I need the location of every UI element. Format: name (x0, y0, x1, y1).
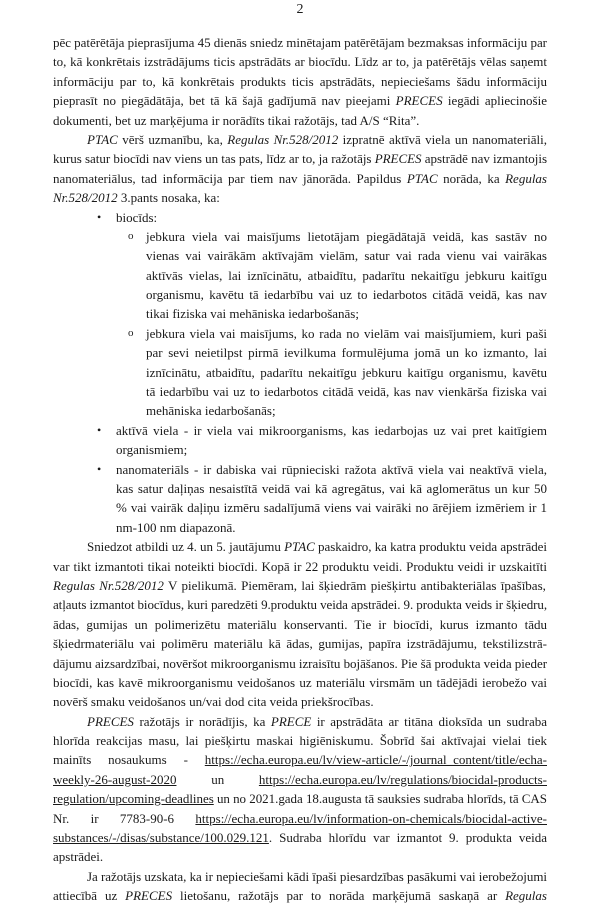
line-text (116, 421, 547, 440)
hyperlink[interactable]: weekly-26-august-2020 (53, 771, 177, 787)
line-text (146, 304, 547, 323)
text-segment: pieprasīt no piegādātāja, bet tā kā šajā gadījumā nav pieejami (53, 93, 396, 109)
line-content (53, 789, 547, 808)
text-line (0, 285, 600, 304)
text-line (0, 72, 600, 91)
text-line (0, 809, 600, 828)
line-content (146, 382, 547, 401)
text-line (0, 149, 600, 168)
text-segment: tā iedarbību vai uz to iedarbotos citādā veidā, kas nav vienkārša fiziska vai (146, 384, 547, 400)
line-text (53, 809, 547, 828)
text-line (0, 130, 600, 149)
text-segment: un no 2021.gada 18.augusta tā sauksies sudraba hlorīds, tā CAS (213, 791, 547, 807)
line-text (53, 169, 547, 188)
line-text (87, 537, 547, 556)
line-text (53, 557, 547, 576)
text-segment: tikai fiziska vai mehāniska iedarbošanās; (146, 306, 359, 322)
text-line (0, 188, 600, 207)
line-text (146, 382, 547, 401)
line-content (116, 498, 547, 517)
text-line (0, 33, 600, 52)
line-content (87, 712, 547, 731)
circle-bullet-icon: o (128, 326, 134, 339)
line-text (53, 828, 547, 847)
text-segment: 3.pants nosaka, ka: (117, 190, 220, 206)
line-text (53, 750, 547, 769)
line-content (116, 440, 187, 459)
text-segment: informāciju par to, kā konkrētais produkts ticis apstrādāts, nepieciešams šādu informāciju (53, 73, 547, 89)
text-segment: aktīvās vielas, lai iznīcinātu, atbaidītu, padarītu nekaitīgu jebkuru kaitīgu (146, 267, 547, 283)
line-content (116, 479, 547, 498)
text-segment: apstrādē nav izmantojis (421, 151, 547, 167)
text-line (0, 343, 600, 362)
text-line (0, 634, 600, 653)
line-content (53, 72, 547, 91)
line-content (116, 208, 157, 227)
text-segment: mainīts nosaukums - (53, 752, 205, 768)
text-segment: ādas, gumijas un polimerizētu materiālu konservanti. Tie ir biocīdi, kurus izmanto tādu (53, 616, 547, 632)
line-content (53, 91, 547, 110)
text-line (0, 227, 600, 246)
text-line (0, 363, 600, 382)
line-content (146, 285, 547, 304)
line-content (146, 227, 547, 246)
text-line (0, 421, 600, 440)
line-content (116, 518, 236, 537)
line-text (146, 363, 547, 382)
line-content (53, 557, 547, 576)
line-text (53, 111, 547, 130)
italic-text: PTAC (87, 131, 118, 147)
text-line (0, 246, 600, 265)
text-segment: un (176, 771, 259, 787)
text-segment: . Sudraba hlorīdu var izmantot 9. produkta veida (268, 830, 547, 846)
line-content (53, 847, 103, 866)
line-text (53, 615, 547, 634)
text-line (0, 712, 600, 731)
text-segment: Nr. ir 7783-90-6 (53, 810, 196, 826)
text-segment: aktīvā viela - ir viela vai mikroorganisms, kas iedarbojas uz vai pret kaitīgiem (116, 422, 547, 438)
text-segment: jebkura viela vai maisījums, ko rada no vielām vai maisījumiem, kuri paši (146, 325, 547, 341)
line-content (53, 654, 547, 673)
italic-text: Regulas Nr.528/2012 (53, 577, 164, 593)
line-content (87, 867, 547, 886)
page-number: 2 (296, 2, 304, 17)
line-text (146, 285, 547, 304)
line-content (53, 828, 547, 847)
line-text (53, 770, 547, 789)
text-segment: kurus satur biocīdi nav viens un tas pats, līdz ar to, ja ražotājs (53, 151, 375, 167)
circle-bullet-icon: o (128, 229, 134, 242)
text-segment: nanomateriālus, tad informācija par tiem nav jānorāda. Papildus (53, 170, 407, 186)
line-content (53, 615, 547, 634)
italic-text: Regulas (505, 170, 547, 186)
line-content (53, 111, 419, 130)
italic-text: PRECES (395, 93, 443, 109)
text-segment: attiecībā uz (53, 888, 126, 904)
text-line (0, 498, 600, 517)
text-segment: iegādi apliecinošie (442, 93, 547, 109)
line-content (53, 149, 547, 168)
line-text (87, 712, 547, 731)
text-segment: novērš smaku veidošanos un/vai dod cita veida priekšrocības. (53, 694, 374, 710)
line-text (53, 188, 547, 207)
text-segment: jebkura viela vai maisījums lietotājam piegādātajā veidā, kas sastāv no (146, 228, 547, 244)
line-text (87, 130, 547, 149)
line-content (146, 324, 547, 343)
text-line (0, 401, 600, 420)
text-segment: paskaidro, ka katra produktu veida apstrādei (314, 539, 547, 555)
bullet-icon: • (97, 209, 102, 224)
line-content (53, 33, 547, 52)
line-text (87, 867, 547, 886)
text-line (0, 208, 600, 227)
text-segment: nanomateriāls - ir dabiska vai rūpnieciski ražota aktīvā viela vai neaktīvā viela, (116, 461, 547, 477)
line-text (53, 654, 547, 673)
line-content (146, 266, 547, 285)
text-segment: organismu, kavētu tā iedarbību vai uz to iedarbotos citādā veidā, kas nav (146, 287, 547, 303)
line-content (53, 576, 546, 595)
line-content (53, 886, 547, 905)
hyperlink[interactable]: substances/-/disas/substance/100.029.121 (53, 830, 269, 846)
italic-text: PTAC (284, 539, 315, 555)
italic-text: PRECES (125, 888, 173, 904)
text-line (0, 886, 600, 905)
italic-text: PRECES (87, 713, 134, 729)
line-text (53, 634, 547, 653)
text-line (0, 537, 600, 556)
line-content (87, 130, 547, 149)
text-line (0, 169, 600, 188)
text-line (0, 111, 600, 130)
line-content (53, 188, 220, 207)
line-text (53, 673, 547, 692)
italic-text: PRECE (270, 713, 312, 729)
text-segment: dājumu aizsardzībai, novēršot mikroorganismu izraisītu bojāšanos. Pie šā produkta veida pieder (53, 655, 547, 671)
text-line (0, 382, 600, 401)
line-content (53, 770, 547, 789)
text-line (0, 789, 600, 808)
text-line (0, 91, 600, 110)
line-content (146, 304, 359, 323)
document-body (0, 33, 600, 906)
line-content (87, 537, 547, 556)
line-text (146, 324, 547, 343)
line-content (53, 52, 547, 71)
line-content (53, 595, 547, 614)
text-segment: biocīds: (116, 209, 158, 225)
text-line (0, 615, 600, 634)
hyperlink[interactable]: https://echa.europa.eu/lv/regulations/biocidal-products- (258, 771, 547, 787)
text-line (0, 324, 600, 343)
italic-text: Regulas Nr.528/2012 (227, 131, 339, 147)
text-line (0, 750, 600, 769)
text-segment: biocīdi, kas kavē mikroorganismu veidošanos uz materiālu virsmām un tādējādi ierobežo vai (53, 674, 547, 690)
line-text (146, 343, 547, 362)
line-text (146, 401, 547, 420)
text-segment: izpratnē aktīvā viela un nanomateriāli, (338, 131, 547, 147)
text-segment: nm-100 nm diapazonā. (116, 519, 236, 535)
line-content (53, 634, 547, 653)
text-line (0, 52, 600, 71)
line-text (53, 731, 547, 750)
line-text (146, 266, 547, 285)
line-content (116, 421, 547, 440)
line-text (116, 518, 547, 537)
italic-text: Nr.528/2012 (53, 190, 118, 206)
text-line (0, 654, 600, 673)
line-content (146, 401, 276, 420)
text-line (0, 266, 600, 285)
text-line (0, 692, 600, 711)
line-content (53, 809, 547, 828)
text-segment: var tikt izmantoti tikai noteikti biocīdi. Kopā ir 22 produktu veidi. Produktu veidi ir uzskaitīti (53, 558, 547, 574)
text-line (0, 557, 600, 576)
text-line (0, 479, 600, 498)
line-text (53, 33, 547, 52)
text-segment: Sniedzot atbildi uz 4. un 5. jautājumu (87, 539, 285, 555)
line-text (146, 246, 547, 265)
line-content (53, 673, 547, 692)
hyperlink[interactable]: https://echa.europa.eu/lv/view-article/-/journal_content/title/echa- (204, 752, 547, 768)
bullet-icon: • (97, 461, 102, 476)
text-line (0, 576, 600, 595)
line-text (116, 440, 547, 459)
text-segment: ir apstrādāta ar titāna dioksīda un sudraba (311, 713, 547, 729)
text-segment: hlorīda reakcijas masu, lai piešķirtu maskai higiēniskumu. Šobrīd šai aktīvajai vielai tiek (53, 733, 547, 749)
line-text (53, 52, 547, 71)
text-line (0, 731, 600, 750)
line-text (53, 789, 547, 808)
line-content (53, 169, 547, 188)
line-content (146, 363, 547, 382)
line-text (53, 91, 547, 110)
text-line (0, 304, 600, 323)
italic-text: Regulas (505, 888, 547, 904)
line-text (146, 227, 547, 246)
text-line (0, 673, 600, 692)
line-text (53, 886, 547, 905)
text-segment: iznīcinātu, atbaidītu, padarītu nekaitīgu jebkuru kaitīgu organismu, kavētu (146, 364, 547, 380)
text-line (0, 460, 600, 479)
text-segment: dokumenti, bet uz marķējuma ir norādīts tikai ražotājs, tad A/S “Rita”. (53, 112, 420, 128)
text-segment: kas satur daļiņas nesaistītā veidā vai kā agregātus, vai kā aglomerātus un kur 50 (116, 480, 547, 496)
line-text (53, 847, 547, 866)
text-line (0, 440, 600, 459)
text-segment: šķiedrmateriālu vai polimēru materiālu kā ādas, gumijas, papīra izstrādājumu, tekstilizstrā- (53, 636, 547, 652)
text-segment: Ja ražotājs uzskata, ka ir nepieciešami kādi īpaši piesardzības pasākumi vai ierobežojumi (87, 868, 547, 884)
line-text (53, 72, 547, 91)
text-line (0, 518, 600, 537)
line-content (53, 692, 374, 711)
text-line (0, 847, 600, 866)
italic-text: PTAC (406, 170, 438, 186)
italic-text: PRECES (374, 151, 422, 167)
text-segment: vienas vai vairākām aktīvajām vielām, satur vai rada vienu vai vairākas (146, 248, 547, 264)
text-segment: apstrādei. (53, 849, 104, 865)
hyperlink[interactable]: regulation/upcoming-deadlines (53, 791, 214, 807)
line-text (116, 479, 547, 498)
line-text (116, 460, 547, 479)
text-segment: lietošanu, ražotājs par to norāda marķējumā saskaņā ar (172, 888, 506, 904)
line-content (116, 460, 547, 479)
text-segment: V pielikumā. Piemēram, lai šķiedrām piešķirtu antibakteriālas īpašības, (163, 577, 546, 593)
text-line (0, 770, 600, 789)
text-segment: norāda, ka (437, 170, 506, 186)
text-segment: pēc patērētāja pieprasījuma 45 dienās sniedz minētajam patērētājam bezmaksas informāciju par (53, 35, 547, 50)
text-line (0, 595, 600, 614)
text-segment: par sevi neietilpst pirmā ievilkuma formulējuma jomā un ko izmanto, lai (146, 345, 547, 361)
line-text (53, 595, 547, 614)
hyperlink[interactable]: https://echa.europa.eu/lv/information-on-chemicals/biocidal-active- (195, 810, 547, 826)
bullet-icon: • (97, 422, 102, 437)
text-segment: vērš uzmanību, ka, (117, 131, 228, 147)
line-content (146, 343, 547, 362)
text-segment: atļauts izmantot biocīdus, kuri paredzēti 9.produktu veida apstrādei. 9. produkta veids ir šķiedru, (53, 597, 547, 613)
line-text (116, 498, 547, 517)
line-text (116, 208, 547, 227)
line-content (53, 731, 547, 750)
line-content (53, 750, 547, 769)
line-text (53, 576, 547, 595)
text-segment: mehāniska iedarbošanās; (146, 403, 276, 419)
text-segment: ražotājs ir norādījis, ka (133, 713, 271, 729)
text-line (0, 828, 600, 847)
text-line (0, 867, 600, 886)
text-segment: % vai vairāk daļiņu izmēru sadalījumā viens vai vairāki no ārējiem izmēriem ir 1 (116, 500, 547, 516)
text-segment: to, kā konkrētais izstrādājums ticis apstrādāts ar biocīdu. Līdz ar to, ja patērētājs vēlas saņemt (53, 54, 547, 70)
line-text (53, 149, 547, 168)
line-content (146, 246, 547, 265)
line-text (53, 692, 547, 711)
text-segment: organismiem; (116, 442, 188, 458)
